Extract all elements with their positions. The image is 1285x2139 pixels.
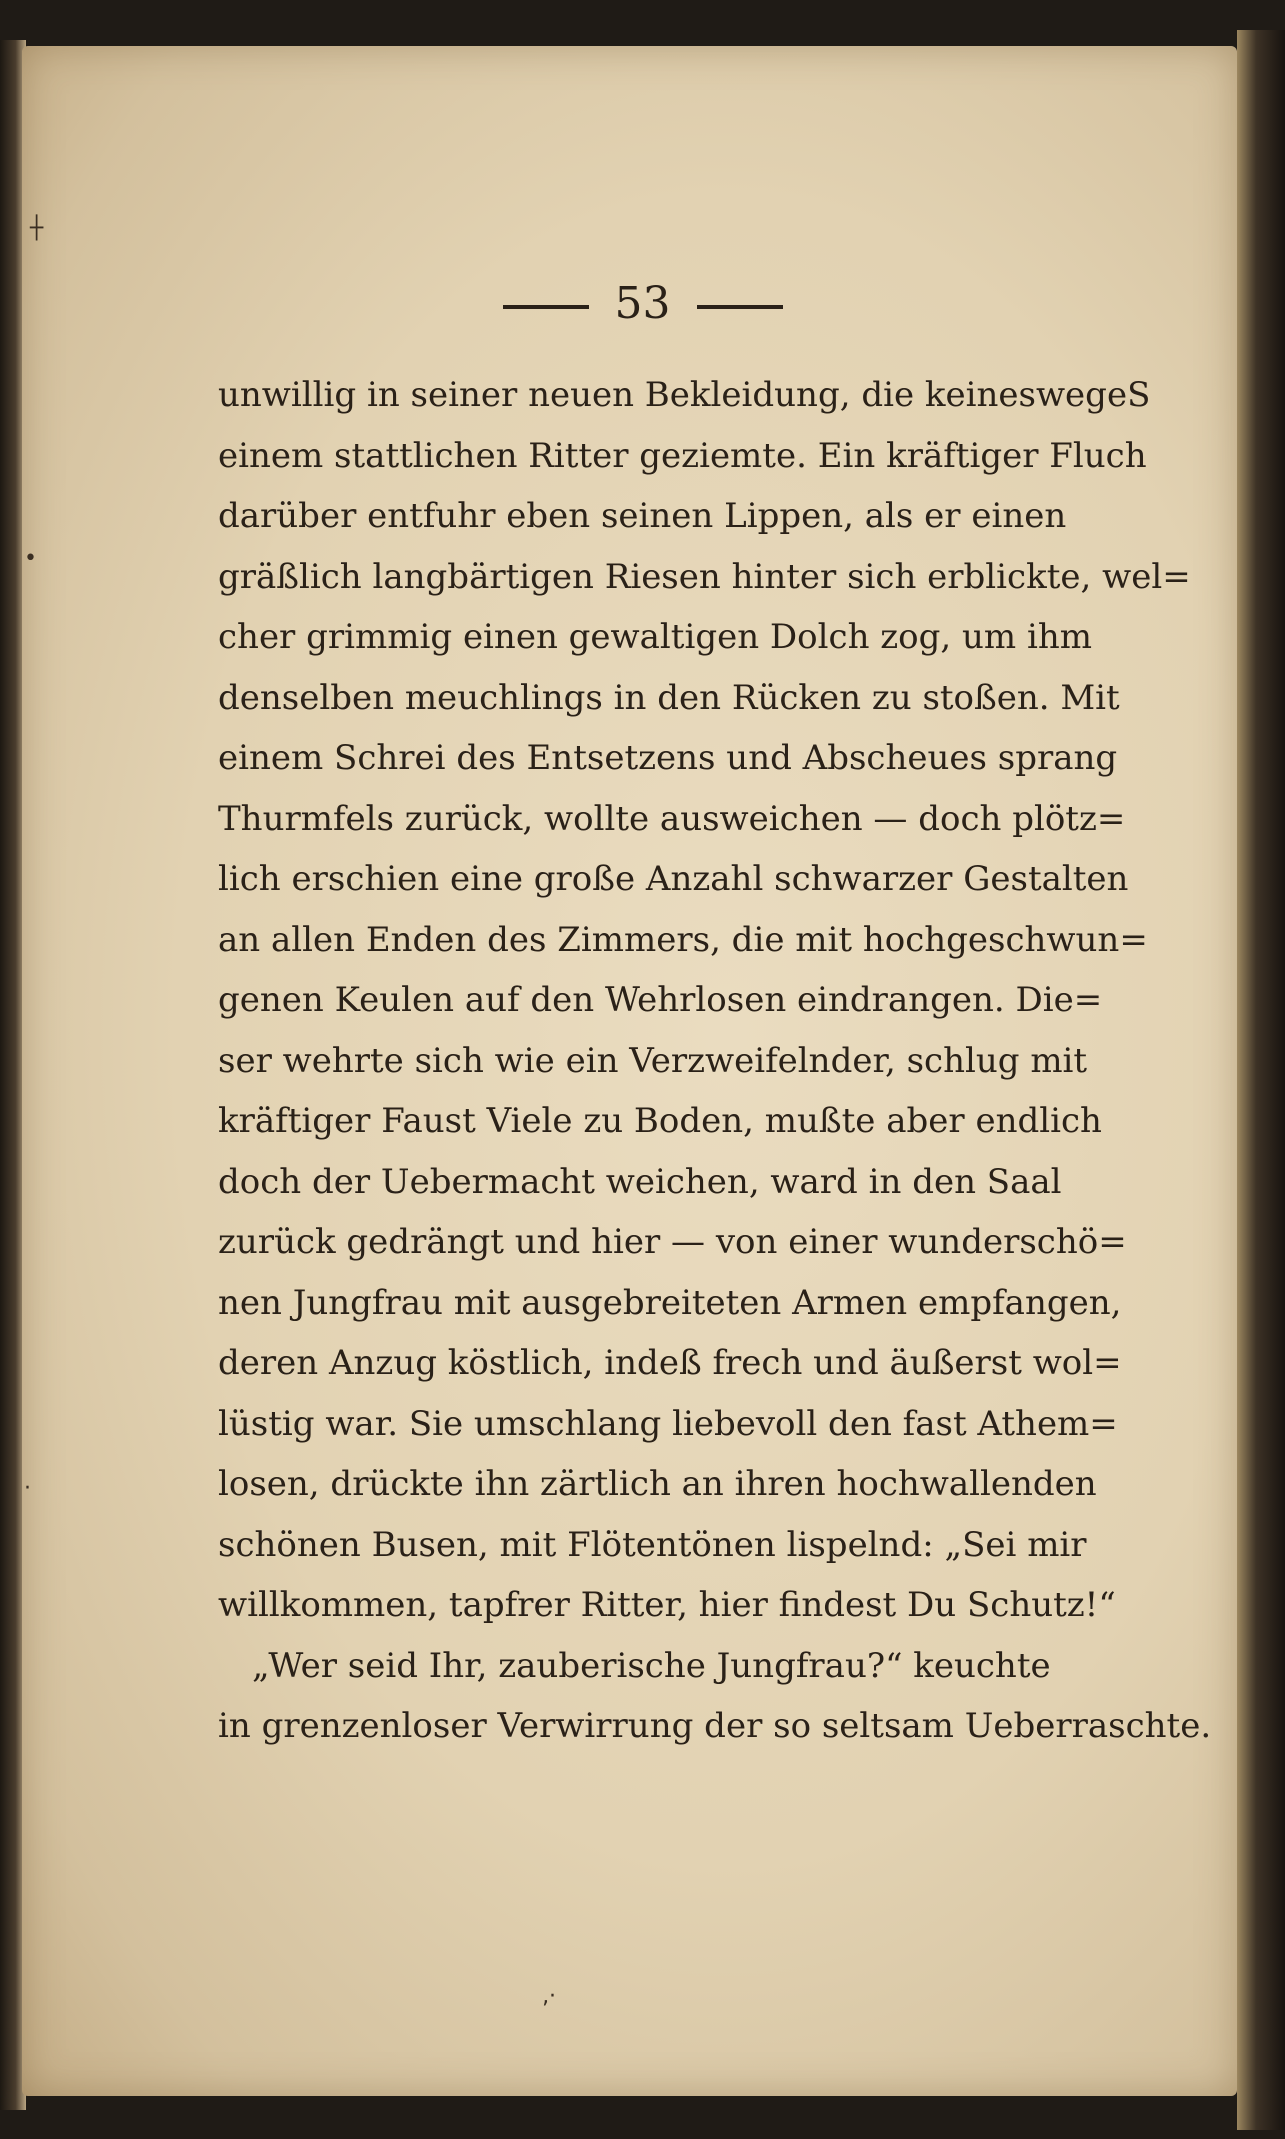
- page-speck: ‚·: [542, 1984, 556, 2009]
- text-line: unwillig in seiner neuen Bekleidung, die keineswegeS: [218, 375, 1151, 415]
- header-rule-right: [697, 305, 783, 309]
- text-line: willkommen, tapfrer Ritter, hier findest Du Schutz!“: [218, 1585, 1116, 1625]
- text-line: schönen Busen, mit Flötentönen lispelnd: „Sei mir: [218, 1524, 1087, 1565]
- margin-mark: ·: [24, 1476, 31, 1501]
- text-line: lich erschien eine große Anzahl schwarzer Gestalten: [218, 859, 1129, 899]
- page-number: 53: [614, 278, 671, 329]
- text-line: „Wer seid Ihr, zauberische Jungfrau?“ keuchte: [252, 1645, 1051, 1686]
- header-rule-left: [503, 305, 589, 309]
- text-line: doch der Uebermacht weichen, ward in den Saal: [218, 1161, 1062, 1202]
- text-line: cher grimmig einen gewaltigen Dolch zog, um ihm: [218, 617, 1092, 657]
- text-line: deren Anzug köstlich, indeß frech und äußerst wol=: [218, 1343, 1122, 1383]
- text-line: ser wehrte sich wie ein Verzweifelnder, schlug mit: [218, 1040, 1088, 1081]
- text-line: nen Jungfrau mit ausgebreiteten Armen empfangen,: [218, 1282, 1122, 1323]
- text-line: zurück gedrängt und hier — von einer wunderschö=: [218, 1222, 1127, 1262]
- text-line: einem Schrei des Entsetzens und Abscheues sprang: [218, 738, 1118, 778]
- margin-mark: •: [24, 546, 37, 571]
- page-header: [0, 278, 1285, 329]
- page-body: [218, 365, 1212, 1757]
- text-line: einem stattlichen Ritter geziemte. Ein kräftiger Fluch: [218, 435, 1147, 476]
- text-line: genen Keulen auf den Wehrlosen eindrangen. Die=: [218, 980, 1103, 1020]
- text-line: gräßlich langbärtigen Riesen hinter sich erblickte, wel=: [218, 556, 1191, 597]
- text-line: denselben meuchlings in den Rücken zu stoßen. Mit: [218, 677, 1120, 718]
- text-line: losen, drückte ihn zärtlich an ihren hochwallenden: [218, 1464, 1097, 1504]
- text-line: lüstig war. Sie umschlang liebevoll den fast Athem=: [218, 1403, 1118, 1444]
- text-line: an allen Enden des Zimmers, die mit hochgeschwun=: [218, 919, 1148, 960]
- text-line: darüber entfuhr eben seinen Lippen, als er einen: [218, 496, 1067, 536]
- text-line: in grenzenloser Verwirrung der so seltsam Ueberraschte.: [218, 1706, 1212, 1746]
- text-line: Thurmfels zurück, wollte ausweichen — doch plötz=: [218, 798, 1126, 839]
- margin-mark: ┼: [30, 216, 44, 241]
- book-right-edge: [1237, 30, 1285, 2130]
- text-line: kräftiger Faust Viele zu Boden, mußte aber endlich: [218, 1101, 1102, 1141]
